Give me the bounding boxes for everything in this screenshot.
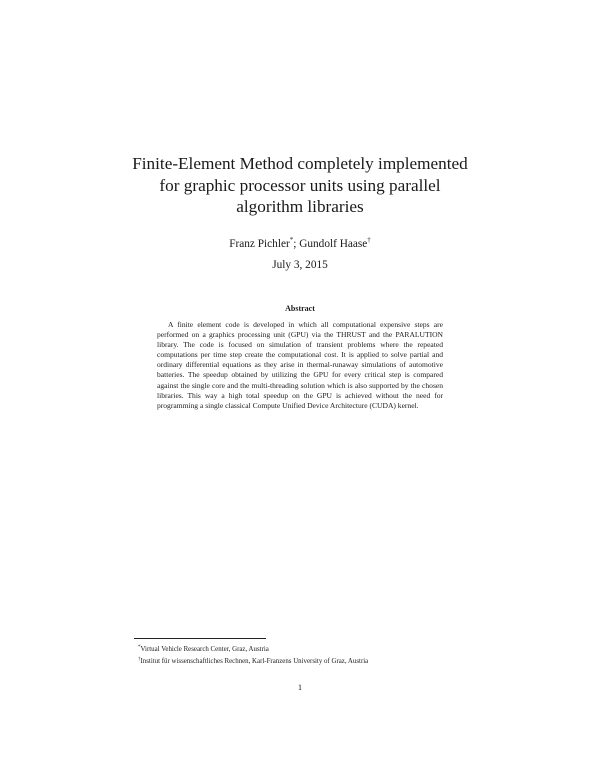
page-number: 1 xyxy=(297,682,303,692)
footnote-divider xyxy=(134,638,266,639)
footnote-mark: † xyxy=(138,657,141,663)
footnote-item xyxy=(138,643,468,655)
title-line: algorithm libraries xyxy=(236,197,364,216)
author-name: Gundolf Haase xyxy=(299,238,368,250)
author-name: Franz Pichler xyxy=(229,238,290,250)
footnotes xyxy=(138,643,468,668)
footnote-text: Virtual Vehicle Research Center, Graz, Austria xyxy=(140,646,269,653)
title-line: for graphic processor units using parallel xyxy=(159,175,441,195)
title-line: Finite-Element Method completely implemented xyxy=(132,154,468,173)
abstract-text: A finite element code is developed in which all computational expensive steps are performed on a graphics processing unit (GPU) via the THRUST and the PARALUTION library. The code is focused on simulation of transient problems where the repeated computations per time step create the computational cost. It is applied to solve partial and ordinary differential equations as they arise in thermal-runaway simulations of automotive batteries. The speedup obtained by utilizing the GPU for every critical step is compared against the single core and the multi-threading solution which is also supported by the chosen libraries. This way a high total speedup on the GPU is achieved without the need for programming a single classical Compute Unified Device Architecture (CUDA) kernel. xyxy=(157,320,443,410)
publication-date: July 3, 2015 xyxy=(272,259,328,271)
footnote-mark: * xyxy=(138,645,141,650)
footnote-text: Institut für wissenschaftliches Rechnen, Karl-Franzens University of Graz, Austria xyxy=(140,658,369,666)
footnote-item xyxy=(138,655,468,667)
author-affiliation-mark: † xyxy=(367,236,371,244)
paper-title xyxy=(100,153,500,218)
author-list xyxy=(100,233,500,251)
author-affiliation-mark: * xyxy=(289,236,294,244)
abstract-heading: Abstract xyxy=(285,304,315,313)
author-separator: ; xyxy=(293,238,300,250)
